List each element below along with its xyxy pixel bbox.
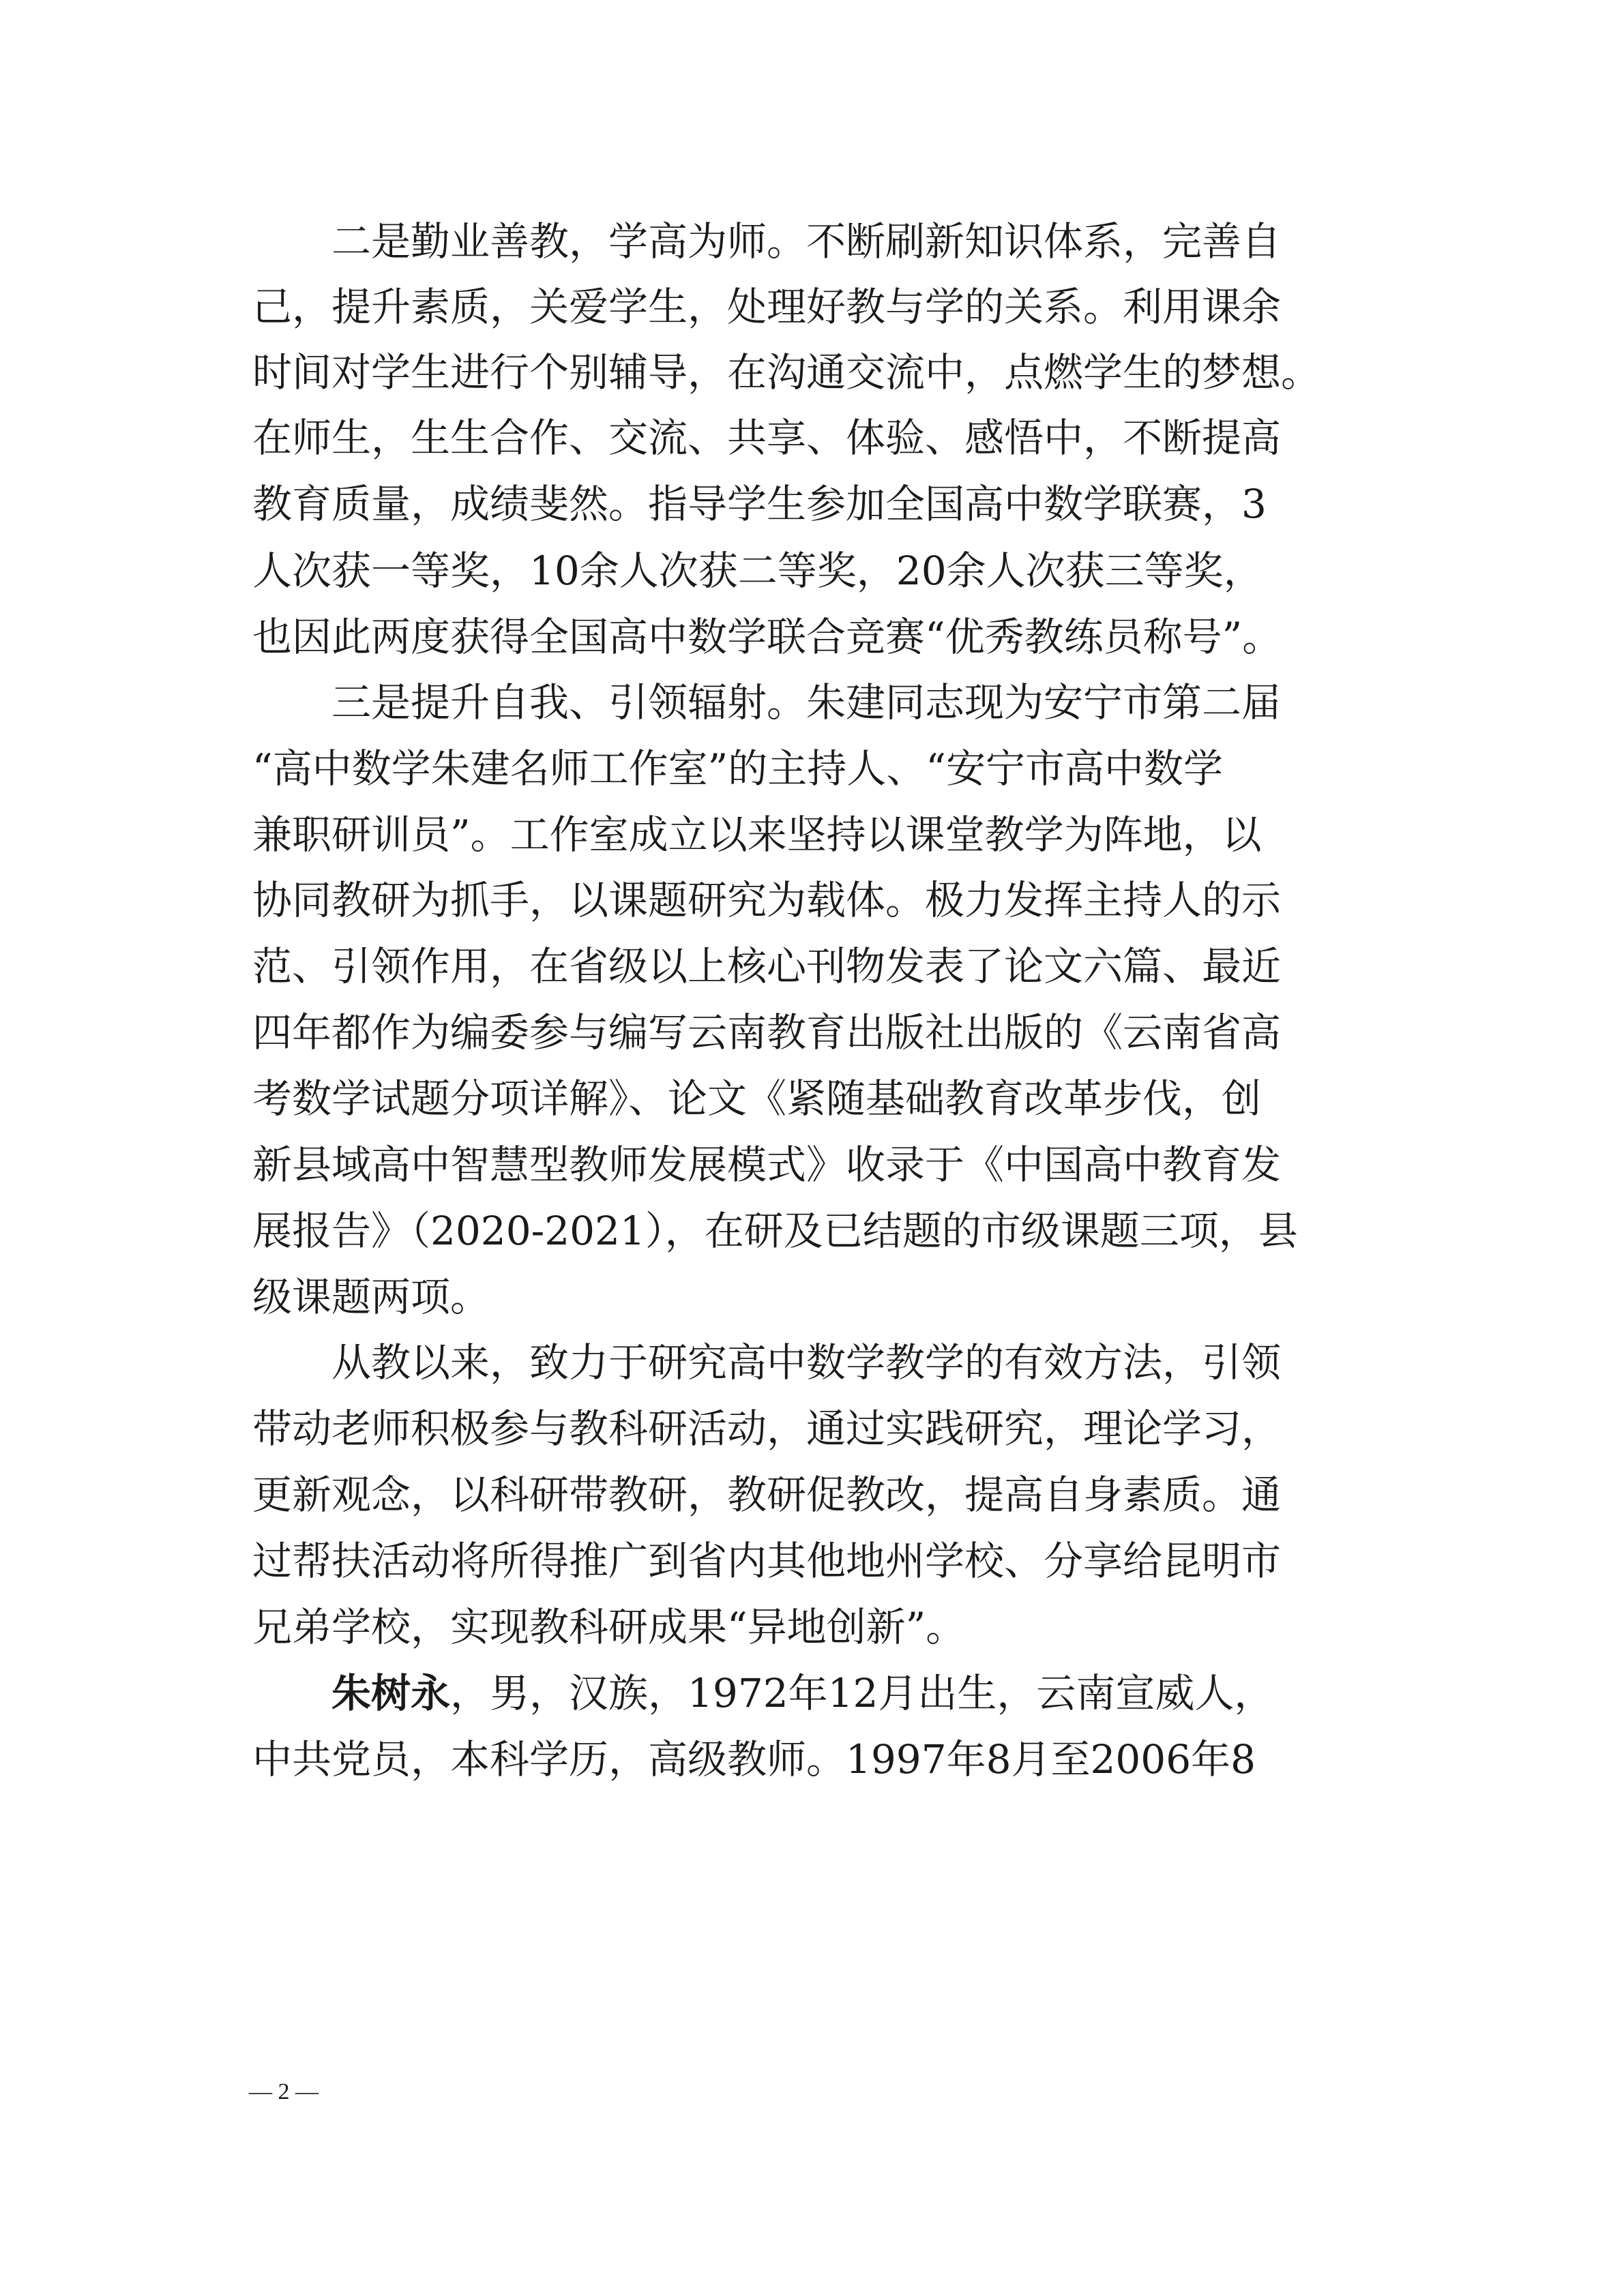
paragraph-1-line-5: 教育质量，成绩斐然。指导学生参加全国高中数学联赛，3 [252,481,1267,527]
paragraph-2-line-4: 协同教研为抓手，以课题研究为载体。极力发挥主持人的示 [252,877,1282,923]
paragraph-2-line-9: 展报告》（2020-2021），在研及已结题的市级课题三项，县 [252,1208,1298,1254]
paragraph-3-line-3: 更新观念，以科研带教研，教研促教改，提高自身素质。通 [252,1472,1282,1518]
person-name: 朱树永 [331,1670,451,1716]
paragraph-1-line-6: 人次获一等奖，10余人次获二等奖，20余人次获三等奖， [252,548,1263,594]
paragraph-2-line-5: 范、引领作用，在省级以上核心刊物发表了论文六篇、最近 [252,943,1282,989]
paragraph-3-line-4: 过帮扶活动将所得推广到省内其他地州学校、分享给昆明市 [252,1538,1282,1584]
paragraph-2-line-8: 新县域高中智慧型教师发展模式》收录于《中国高中教育发 [252,1142,1282,1188]
paragraph-2-line-1: 三是提升自我、引领辐射。朱建同志现为安宁市第二届 [331,679,1282,726]
paragraph-4-line-1-text: ，男，汉族，1972年12月出生，云南宣威人， [450,1670,1274,1716]
paragraph-1-line-3: 时间对学生进行个别辅导，在沟通交流中，点燃学生的梦想。 [252,349,1321,396]
paragraph-1-line-4: 在师生，生生合作、交流、共享、体验、感悟中，不断提高 [252,415,1282,461]
page-number: — 2 — [249,2079,319,2104]
paragraph-4-line-1 [331,1669,1273,1718]
paragraph-2-line-10: 级课题两项。 [252,1274,490,1320]
paragraph-4-line-2: 中共党员，本科学历，高级教师。1997年8月至2006年8 [252,1736,1256,1783]
paragraph-3-line-5: 兄弟学校，实现教科研成果“异地创新”。 [252,1604,966,1650]
paragraph-2-line-7: 考数学试题分项详解》、论文《紧随基础教育改革步伐，创 [252,1075,1262,1122]
paragraph-2-line-6: 四年都作为编委参与编写云南教育出版社出版的《云南省高 [252,1009,1282,1056]
paragraph-2-line-2: “高中数学朱建名师工作室”的主持人、“安宁市高中数学 [252,745,1223,792]
paragraph-1-line-2: 己，提升素质，关爱学生，处理好教与学的关系。利用课余 [252,284,1282,330]
paragraph-1-line-1: 二是勤业善教，学高为师。不断刷新知识体系，完善自 [331,218,1282,265]
paragraph-1-line-7: 也因此两度获得全国高中数学联合竞赛“优秀教练员称号”。 [252,614,1282,660]
paragraph-3-line-2: 带动老师积极参与教科研活动，通过实践研究，理论学习， [252,1405,1282,1452]
paragraph-3-line-1: 从教以来，致力于研究高中数学教学的有效方法，引领 [331,1339,1282,1386]
paragraph-2-line-3: 兼职研训员”。工作室成立以来坚持以课堂教学为阵地，以 [252,811,1262,858]
